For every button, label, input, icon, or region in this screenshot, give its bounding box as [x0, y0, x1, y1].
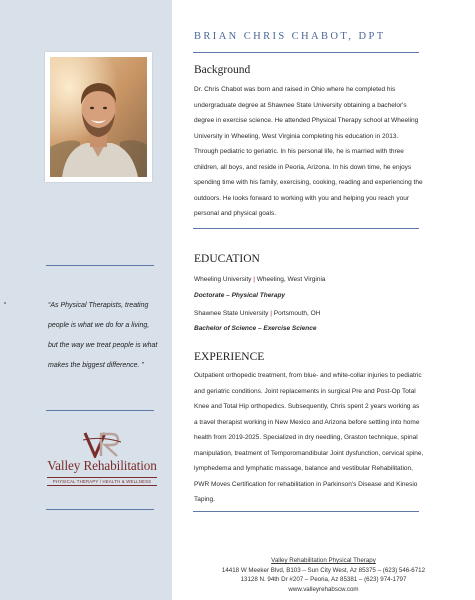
- profile-photo: [50, 57, 147, 177]
- logo-tagline: PHYSICAL THERAPY / HEALTH & WELLNESS: [47, 477, 157, 486]
- vr-logo-icon: [81, 430, 123, 458]
- degree-1: Doctorate – Physical Therapy: [194, 292, 286, 299]
- degree-2: Bachelor of Science – Exercise Science: [194, 325, 317, 332]
- sidebar-divider-middle: [46, 410, 154, 411]
- logo-company-name: Valley Rehabilitation: [47, 458, 157, 473]
- footer: [172, 556, 475, 594]
- background-heading: Background: [194, 64, 251, 76]
- bullet-dot: [4, 302, 6, 304]
- education-heading: EDUCATION: [194, 253, 260, 265]
- footer-company-link[interactable]: Valley Rehabilitation Physical Therapy: [271, 557, 376, 564]
- background-divider: [193, 228, 419, 229]
- sidebar-divider-top: [46, 265, 154, 266]
- background-text: Dr. Chris Chabot was born and raised in Ohio where he completed his undergraduate degree at Shawnee State University obtaining a bachelor's degree in exercise science. He attended Physical Therapy school at Wheeling University in Wheeling, West Virginia completing his education in 2013. Through pediatric to geriatric. In his personal life, he is married with three children, all boys, and reside in Peoria, Arizona. In his down time, he enjoys spending time with his family, exercising, cooking, reading and experiencing the outdoors. He looks forward to working with you and helping you reach your personal and physical goals.: [194, 86, 423, 217]
- company-logo: [44, 430, 160, 486]
- education-entry-2: [194, 310, 320, 317]
- separator: |: [253, 276, 255, 283]
- footer-address-2: 13128 N. 94th Dr #207 – Peoria, Az 85381 – (623) 974-1797: [240, 576, 407, 583]
- header-divider: [193, 52, 419, 53]
- separator: |: [270, 310, 272, 317]
- person-name: BRIAN CHRIS CHABOT, DPT: [194, 31, 386, 42]
- education-entry-1: [194, 276, 326, 283]
- sidebar-divider-bottom: [46, 509, 154, 510]
- portrait-photo-icon: [50, 57, 147, 177]
- school-location: Wheeling, West Virginia: [256, 276, 326, 283]
- school-name: Shawnee State University: [194, 310, 269, 317]
- school-location: Portsmouth, OH: [273, 310, 321, 317]
- school-name: Wheeling University: [194, 276, 252, 283]
- footer-address-1: 14418 W Meeker Blvd, B103 – Sun City West, Az 85375 – (623) 546-6712: [221, 566, 426, 574]
- footer-website-link[interactable]: www.valleyrehabscw.com: [288, 585, 359, 593]
- experience-heading: EXPERIENCE: [194, 351, 265, 363]
- experience-text: Outpatient orthopedic treatment, from blue- and white-collar injuries to pediatric and geriatric conditions. Joint replacements in surgical Pre and Post-Op Total Knee and Total Hip orthopedics. Subsequently, Chris spent 2 years working as a travel therapist working in New Mexico and Arizona before settling into home health from 2019-2025. Specialized in dry needling, Graston technique, spinal manipulation, treatment of Temporomandibular Joint dysfunction, cervical spine, lymphedema and lymphatic massage, balance and vestibular Rehabilitation, PWR Moves Certification for rehabilitation in Parkinson's Disease and Kinesio Taping.: [194, 372, 424, 503]
- mission-quote: “As Physical Therapists, treating people is what we do for a living, but the way we treat people is what makes the biggest difference. ”: [48, 302, 158, 369]
- experience-divider: [193, 511, 419, 512]
- profile-photo-frame: [45, 52, 152, 182]
